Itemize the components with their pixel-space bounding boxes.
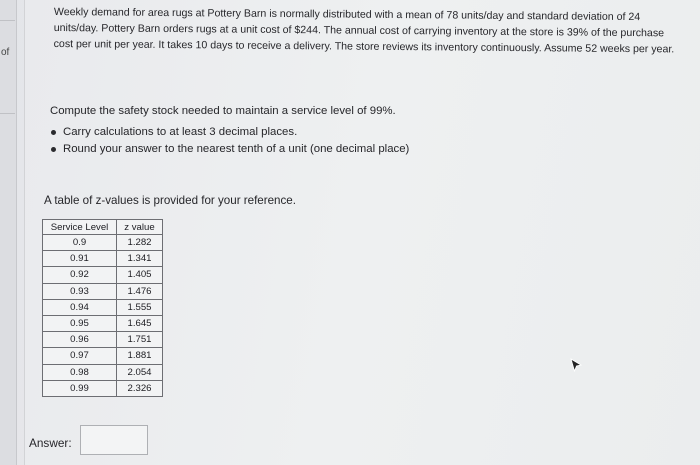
- column-header-service-level: Service Level: [43, 220, 117, 235]
- bullet-item: Carry calculations to at least 3 decimal places.: [48, 124, 409, 140]
- z-value-cell: 1.555: [117, 299, 163, 315]
- z-value-cell: 1.476: [117, 283, 163, 299]
- service-level-cell: 0.99: [43, 380, 117, 396]
- answer-label: Answer:: [29, 436, 72, 450]
- bullet-item: Round your answer to the nearest tenth of a unit (one decimal place): [48, 141, 409, 157]
- service-level-cell: 0.94: [43, 299, 117, 315]
- service-level-cell: 0.91: [43, 251, 117, 267]
- service-level-cell: 0.9: [43, 235, 117, 251]
- left-panel-box: [0, 20, 15, 114]
- table-note: A table of z-values is provided for your reference.: [44, 194, 296, 207]
- table-row: [43, 380, 163, 396]
- table-row: [43, 235, 163, 251]
- service-level-cell: 0.98: [43, 364, 117, 380]
- table-row: [43, 348, 163, 364]
- z-value-cell: 2.326: [117, 380, 163, 396]
- service-level-cell: 0.96: [43, 332, 117, 348]
- table-row: [43, 251, 163, 267]
- z-value-cell: 1.751: [117, 332, 163, 348]
- service-level-cell: 0.95: [43, 315, 117, 331]
- z-value-cell: 2.054: [117, 364, 163, 380]
- table-row: [43, 315, 163, 331]
- left-panel-strip: [0, 0, 17, 465]
- z-value-cell: 1.881: [117, 348, 163, 364]
- instruction-bullets: [48, 124, 409, 158]
- instruction-text: Compute the safety stock needed to maintain a service level of 99%.: [50, 105, 396, 117]
- table-row: [43, 283, 163, 299]
- mouse-pointer-icon: [570, 358, 582, 372]
- table-row: [43, 267, 163, 283]
- table-row: [43, 299, 163, 315]
- z-value-table: [42, 219, 163, 397]
- z-value-cell: 1.405: [117, 267, 163, 283]
- table-row: [43, 364, 163, 380]
- table-header-row: [43, 220, 163, 235]
- service-level-cell: 0.97: [43, 348, 117, 364]
- z-value-cell: 1.645: [117, 315, 163, 331]
- problem-paragraph: Weekly demand for area rugs at Pottery Barn is normally distributed with a mean of 78 units/day and standard deviation of 24 units/day. Pottery Barn orders rugs at a unit cost of $244. The annual cost of carrying inventory at the store is 39% of the purchase cost per unit per year. It takes 10 days to receive a delivery. The store reviews its inventory continuously. Assume 52 weeks per year.: [53, 5, 675, 56]
- table-row: [43, 332, 163, 348]
- column-header-z-value: z value: [117, 220, 163, 235]
- service-level-cell: 0.93: [43, 283, 117, 299]
- z-value-cell: 1.341: [117, 251, 163, 267]
- answer-input[interactable]: [80, 425, 148, 455]
- left-panel-text-fragment: of: [1, 47, 10, 58]
- z-value-cell: 1.282: [117, 235, 163, 251]
- service-level-cell: 0.92: [43, 267, 117, 283]
